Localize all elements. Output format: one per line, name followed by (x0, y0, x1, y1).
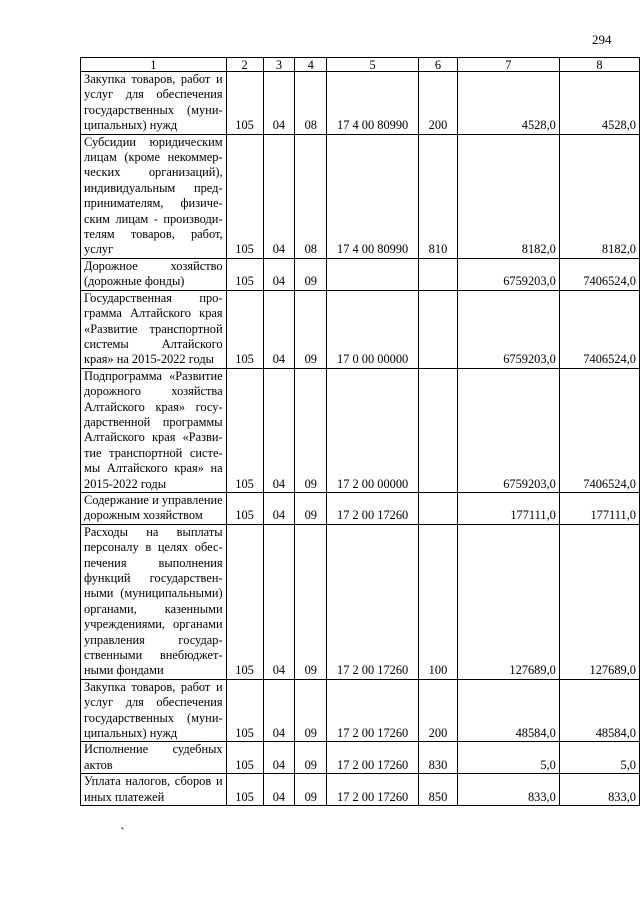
section-code: 04 (263, 72, 295, 135)
amount-year-2: 7406524,0 (559, 290, 639, 368)
ministry-code: 105 (226, 492, 263, 524)
page-number: 294 (592, 32, 612, 47)
item-name: Закупка товаров, работ и услуг для обеспечения государственных (муниципальных) нужд (81, 72, 227, 135)
target-article-code: 17 4 00 80990 (327, 134, 419, 258)
section-code: 04 (263, 524, 295, 679)
expense-type-code (419, 258, 458, 290)
amount-year-2: 4528,0 (559, 72, 639, 135)
column-header: 3 (263, 58, 295, 72)
section-code: 04 (263, 290, 295, 368)
expense-type-code: 830 (419, 742, 458, 774)
subsection-code: 09 (295, 258, 327, 290)
expense-type-code: 200 (419, 679, 458, 742)
subsection-code: 09 (295, 290, 327, 368)
amount-year-2: 833,0 (559, 774, 639, 806)
target-article-code: 17 2 00 17260 (327, 742, 419, 774)
ministry-code: 105 (226, 679, 263, 742)
subsection-code: 09 (295, 368, 327, 492)
table-row (81, 368, 640, 492)
ministry-code: 105 (226, 134, 263, 258)
table-row (81, 774, 640, 806)
target-article-code: 17 2 00 17260 (327, 774, 419, 806)
amount-year-1: 5,0 (457, 742, 559, 774)
amount-year-2: 7406524,0 (559, 368, 639, 492)
ministry-code: 105 (226, 290, 263, 368)
amount-year-2: 8182,0 (559, 134, 639, 258)
column-header: 2 (226, 58, 263, 72)
table-row (81, 72, 640, 135)
expense-type-code: 200 (419, 72, 458, 135)
expense-type-code: 850 (419, 774, 458, 806)
table-row (81, 742, 640, 774)
amount-year-2: 177111,0 (559, 492, 639, 524)
item-name: Субсидии юридическим лицам (кроме некоммерческих организаций), индивидуальным предпринимателям, физическим лицам - производителям товаров, работ, услуг (81, 134, 227, 258)
table-row (81, 290, 640, 368)
target-article-code: 17 2 00 17260 (327, 492, 419, 524)
item-name: Расходы на выплаты персоналу в целях обеспечения выполнения функций государственными (муниципальными) органами, казенными учреждениями, органами управления государственными внебюджетными фондами (81, 524, 227, 679)
ministry-code: 105 (226, 258, 263, 290)
amount-year-1: 6759203,0 (457, 290, 559, 368)
subsection-code: 09 (295, 742, 327, 774)
column-header: 5 (327, 58, 419, 72)
column-header: 4 (295, 58, 327, 72)
amount-year-1: 4528,0 (457, 72, 559, 135)
subsection-code: 09 (295, 492, 327, 524)
expense-type-code (419, 368, 458, 492)
table-row (81, 258, 640, 290)
section-code: 04 (263, 134, 295, 258)
item-name: Государственная программа Алтайского края «Развитие транспортной системы Алтайского края» на 2015-2022 годы (81, 290, 227, 368)
column-header: 6 (419, 58, 458, 72)
stray-mark: ` (120, 826, 125, 841)
target-article-code: 17 4 00 80990 (327, 72, 419, 135)
amount-year-2: 48584,0 (559, 679, 639, 742)
amount-year-1: 8182,0 (457, 134, 559, 258)
item-name: Содержание и управление дорожным хозяйством (81, 492, 227, 524)
expense-type-code (419, 290, 458, 368)
target-article-code: 17 0 00 00000 (327, 290, 419, 368)
subsection-code: 09 (295, 679, 327, 742)
ministry-code: 105 (226, 774, 263, 806)
expense-type-code (419, 492, 458, 524)
column-header: 7 (457, 58, 559, 72)
subsection-code: 09 (295, 524, 327, 679)
amount-year-1: 48584,0 (457, 679, 559, 742)
column-header: 1 (81, 58, 227, 72)
amount-year-1: 6759203,0 (457, 368, 559, 492)
ministry-code: 105 (226, 368, 263, 492)
ministry-code: 105 (226, 524, 263, 679)
table-row (81, 679, 640, 742)
amount-year-1: 833,0 (457, 774, 559, 806)
amount-year-1: 6759203,0 (457, 258, 559, 290)
amount-year-2: 127689,0 (559, 524, 639, 679)
amount-year-2: 5,0 (559, 742, 639, 774)
ministry-code: 105 (226, 72, 263, 135)
item-name: Исполнение судебных актов (81, 742, 227, 774)
section-code: 04 (263, 679, 295, 742)
table-row (81, 492, 640, 524)
item-name: Подпрограмма «Развитие дорожного хозяйства Алтайского края» государственной программы Алтайского края «Развитие транспортной системы Алтайского края» на 2015-2022 годы (81, 368, 227, 492)
ministry-code: 105 (226, 742, 263, 774)
item-name: Дорожное хозяйство (дорожные фонды) (81, 258, 227, 290)
target-article-code: 17 2 00 00000 (327, 368, 419, 492)
column-header: 8 (559, 58, 639, 72)
subsection-code: 08 (295, 134, 327, 258)
target-article-code: 17 2 00 17260 (327, 679, 419, 742)
expense-type-code: 810 (419, 134, 458, 258)
amount-year-2: 7406524,0 (559, 258, 639, 290)
item-name: Закупка товаров, работ и услуг для обеспечения государственных (муниципальных) нужд (81, 679, 227, 742)
target-article-code (327, 258, 419, 290)
amount-year-1: 177111,0 (457, 492, 559, 524)
section-code: 04 (263, 774, 295, 806)
section-code: 04 (263, 368, 295, 492)
table-row (81, 134, 640, 258)
section-code: 04 (263, 492, 295, 524)
expense-type-code: 100 (419, 524, 458, 679)
budget-table (80, 57, 640, 806)
item-name: Уплата налогов, сборов и иных платежей (81, 774, 227, 806)
target-article-code: 17 2 00 17260 (327, 524, 419, 679)
subsection-code: 09 (295, 774, 327, 806)
section-code: 04 (263, 742, 295, 774)
table-row (81, 524, 640, 679)
amount-year-1: 127689,0 (457, 524, 559, 679)
section-code: 04 (263, 258, 295, 290)
subsection-code: 08 (295, 72, 327, 135)
header-row (81, 58, 640, 72)
